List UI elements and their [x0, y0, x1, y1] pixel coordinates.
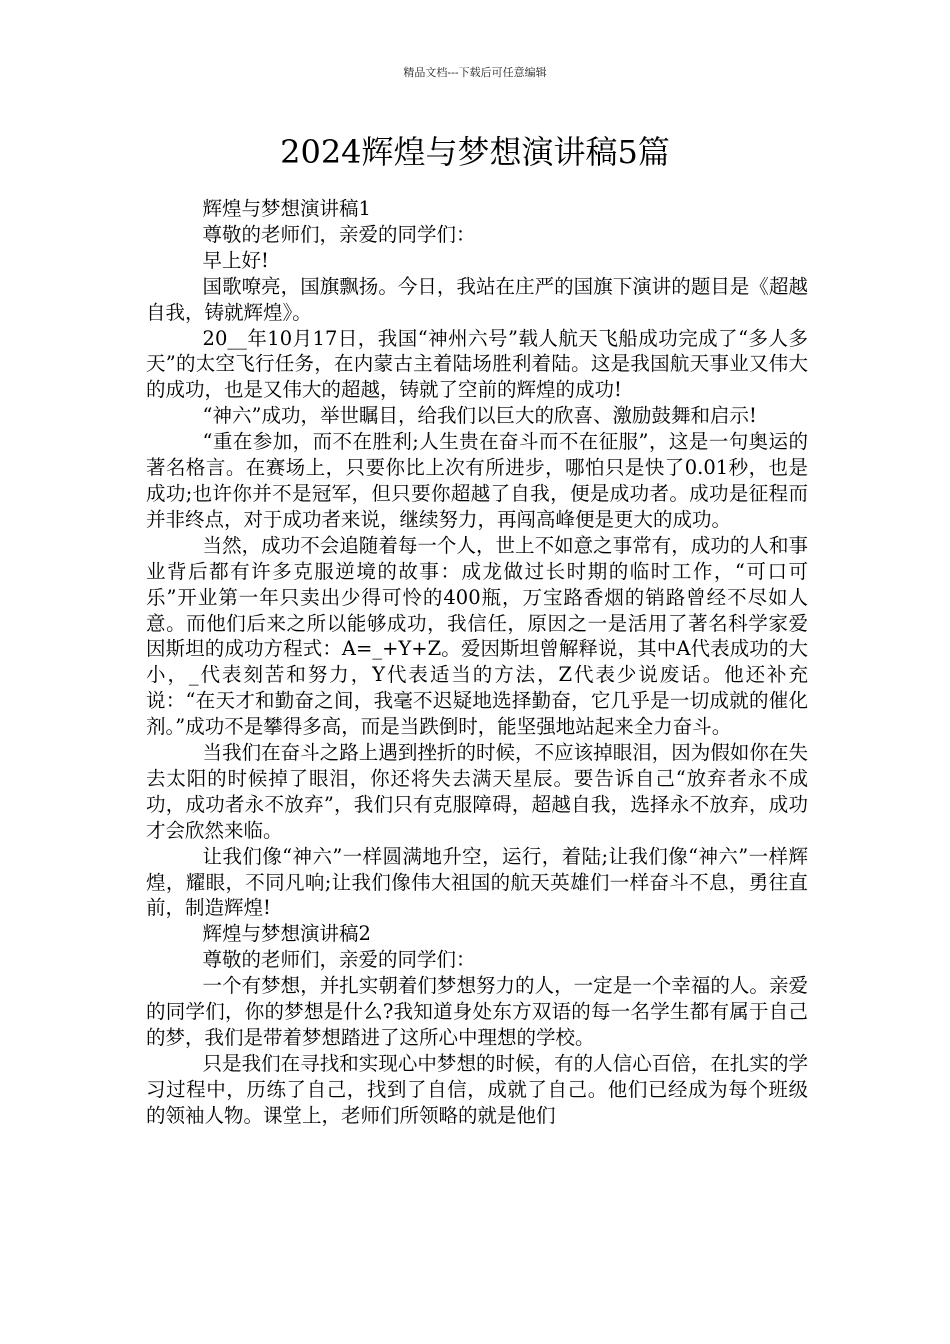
body-paragraph: 当我们在奋斗之路上遇到挫折的时候，不应该掉眼泪，因为假如你在失去太阳的时候掉了眼泪，你还将失去满天星辰。要告诉自己“放弃者永不成功，成功者永不放弃”，我们只有克服障碍，超越自我，选择永不放弃，成功才会欣然来临。: [146, 741, 808, 842]
document-title: 2024辉煌与梦想演讲稿5篇: [280, 133, 670, 171]
body-paragraph: “神六”成功，举世瞩目，给我们以巨大的欣喜、激励鼓舞和启示!: [202, 404, 757, 428]
body-paragraph: 只是我们在寻找和实现心中梦想的时候，有的人信心百倍，在扎实的学习过程中，历练了自己，找到了自信，成就了自己。他们已经成为每个班级的领袖人物。课堂上，老师们所领略的就是他们: [146, 1051, 808, 1127]
document-body: [146, 196, 808, 1129]
salutation: 尊敬的老师们，亲爱的同学们：: [202, 948, 476, 972]
page-header-note: 精品文档---下载后可任意编辑: [403, 66, 547, 79]
body-paragraph: 让我们像“神六”一样圆满地升空，运行，着陆;让我们像“神六”一样辉煌，耀眼，不同凡响;让我们像伟大祖国的航天英雄们一样奋斗不息，勇往直前，制造辉煌!: [146, 844, 808, 920]
body-paragraph: 20__年10月17日，我国“神州六号”载人航天飞船成功完成了“多人多天”的太空飞行任务，在内蒙古主着陆场胜利着陆。这是我国航天事业又伟大的成功，也是又伟大的超越，铸就了空前的辉煌的成功!: [146, 326, 808, 402]
salutation: 尊敬的老师们，亲爱的同学们：: [202, 222, 476, 246]
body-paragraph: 当然，成功不会追随着每一个人，世上不如意之事常有，成功的人和事业背后都有许多克服逆境的故事：成龙做过长时期的临时工作，“可口可乐”开业第一年只卖出少得可怜的400瓶，万宝路香烟的销路曾经不尽如人意。而他们后来之所以能够成功，我信任，原因之一是活用了著名科学家爱因斯坦的成功方程式：A=_+Y+Z。爱因斯坦曾解释说，其中A代表成功的大小，_代表刻苦和努力，Y代表适当的方法，Z代表少说废话。他还补充说：“在天才和勤奋之间，我毫不迟疑地选择勤奋，它几乎是一切成就的催化剂。”成功不是攀得多高，而是当跌倒时，能坚强地站起来全力奋斗。: [146, 533, 808, 739]
body-paragraph: 一个有梦想，并扎实朝着们梦想努力的人，一定是一个幸福的人。亲爱的同学们，你的梦想是什么?我知道身处东方双语的每一名学生都有属于自己的梦，我们是带着梦想踏进了这所心中理想的学校。: [146, 974, 808, 1049]
speech-heading: 辉煌与梦想演讲稿2: [202, 922, 371, 946]
body-paragraph: “重在参加，而不在胜利;人生贵在奋斗而不在征服”，这是一句奥运的著名格言。在赛场上，只要你比上次有所进步，哪怕只是快了0.01秒，也是成功;也许你并不是冠军，但只要你超越了自我，便是成功者。成功是征程而并非终点，对于成功者来说，继续努力，再闯高峰便是更大的成功。: [146, 430, 808, 531]
body-paragraph: 国歌嘹亮，国旗飘扬。今日，我站在庄严的国旗下演讲的题目是《超越自我，铸就辉煌》。: [146, 274, 808, 324]
greeting: 早上好!: [202, 248, 269, 272]
speech-heading: 辉煌与梦想演讲稿1: [202, 197, 371, 220]
